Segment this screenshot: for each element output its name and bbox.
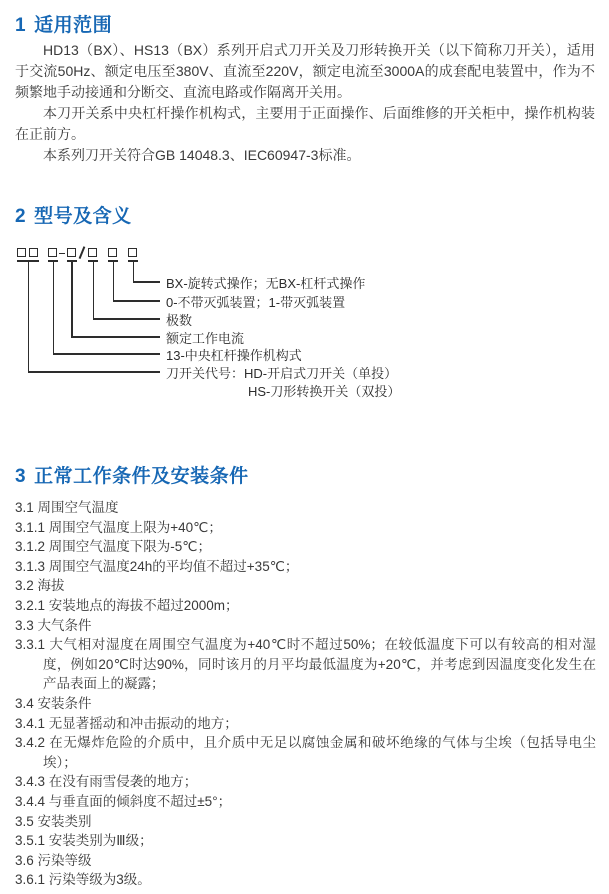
condition-item-3-3-1: 3.3.1 大气相对湿度在周围空气温度为+40℃时不超过50%；在较低温度下可以有较高的相对湿度，例如20℃时达90%，同时该月的月平均最低温度为+20℃，并考虑到因温度变化发生在产品表面上的凝露； — [15, 637, 596, 692]
model-code-box-3 — [48, 248, 57, 257]
model-code-box-4 — [67, 248, 76, 257]
section-3-title: 正常工作条件及安装条件 — [34, 466, 249, 487]
section-2-heading — [15, 201, 132, 228]
model-code-label-arc-device: 0-不带灭弧装置；1-带灭弧装置 — [166, 295, 346, 310]
model-code-box-7 — [128, 248, 137, 257]
model-code-diagram — [0, 244, 609, 404]
condition-item-3-4-2: 3.4.2 在无爆炸危险的介质中，且介质中无足以腐蚀金属和破坏绝缘的气体与尘埃（包括导电尘埃）； — [15, 735, 596, 770]
condition-item-3-1-3: 3.1.3 周围空气温度24h的平均值不超过+35℃； — [15, 558, 299, 574]
condition-item-3-4: 3.4 安装条件 — [15, 695, 92, 711]
paragraph-scope-1: HD13（BX）、HS13（BX）系列开启式刀开关及刀形转换开关（以下简称刀开关），适用于交流50Hz、额定电压至380V、直流至220V，额定电流至3000A的成套配电装置中，作为不频繁地手动接通和分断交、直流电路或作隔离开关用。 — [15, 42, 595, 100]
section-1-body — [15, 40, 595, 166]
condition-item-3-6-1: 3.6.1 污染等级为3级。 — [15, 872, 151, 888]
connector-line — [53, 353, 161, 355]
connector-line — [28, 371, 161, 373]
paragraph-scope-2: 本刀开关系中央杠杆操作机构式，主要用于正面操作、后面维修的开关柜中，操作机构装在正前方。 — [15, 105, 595, 142]
connector-line — [53, 260, 55, 355]
connector-line — [71, 260, 73, 338]
section-3-body — [15, 498, 596, 890]
model-code-box-1 — [17, 248, 26, 257]
condition-item-3-2: 3.2 海拔 — [15, 578, 65, 594]
model-code-box-5 — [88, 248, 97, 257]
connector-line — [113, 260, 115, 302]
model-code-box-6 — [108, 248, 117, 257]
model-code-dash — [59, 253, 65, 255]
connector-line — [93, 260, 95, 320]
model-code-label-mechanism: 13-中央杠杆操作机构式 — [166, 348, 302, 363]
model-code-label-rated-current: 额定工作电流 — [166, 331, 245, 346]
connector-line — [71, 336, 160, 338]
section-3-heading — [15, 461, 249, 488]
model-code-label-switch-code: 刀开关代号：HD-开启式刀开关（单投） — [166, 366, 398, 381]
section-1-number: 1 — [15, 15, 27, 36]
condition-item-3-4-1: 3.4.1 无显著摇动和冲击振动的地方； — [15, 715, 238, 731]
condition-item-3-3: 3.3 大气条件 — [15, 617, 92, 633]
condition-item-3-4-4: 3.4.4 与垂直面的倾斜度不超过±5°； — [15, 793, 232, 809]
model-code-label-switch-code-hs: HS-刀形转换开关（双投） — [248, 384, 401, 399]
condition-item-3-5-1: 3.5.1 安装类别为Ⅲ级； — [15, 833, 153, 849]
model-code-slash — [78, 246, 84, 259]
section-1-title: 适用范围 — [34, 15, 113, 36]
condition-item-3-2-1: 3.2.1 安装地点的海拔不超过2000m； — [15, 597, 239, 613]
model-code-label-operation: BX-旋转式操作；无BX-杠杆式操作 — [166, 276, 366, 291]
model-code-label-poles: 极数 — [166, 313, 193, 328]
condition-item-3-1: 3.1 周围空气温度 — [15, 500, 119, 515]
model-code-box-2 — [29, 248, 38, 257]
section-3-number: 3 — [15, 466, 27, 487]
section-2-title: 型号及含义 — [34, 206, 132, 227]
connector-line — [133, 260, 135, 283]
section-2-number: 2 — [15, 206, 27, 227]
connector-line — [113, 300, 161, 302]
condition-item-3-6: 3.6 污染等级 — [15, 852, 92, 868]
condition-item-3-5: 3.5 安装类别 — [15, 813, 92, 829]
connector-line — [93, 318, 161, 320]
condition-item-3-4-3: 3.4.3 在没有雨雪侵袭的地方； — [15, 774, 198, 790]
connector-line — [28, 260, 30, 373]
connector-line — [133, 281, 161, 283]
section-1-heading — [15, 10, 112, 37]
condition-item-3-1-2: 3.1.2 周围空气温度下限为-5℃； — [15, 539, 211, 555]
paragraph-scope-3: 本系列刀开关符合GB 14048.3、IEC60947-3标准。 — [43, 147, 361, 163]
condition-item-3-1-1: 3.1.1 周围空气温度上限为+40℃； — [15, 519, 222, 535]
